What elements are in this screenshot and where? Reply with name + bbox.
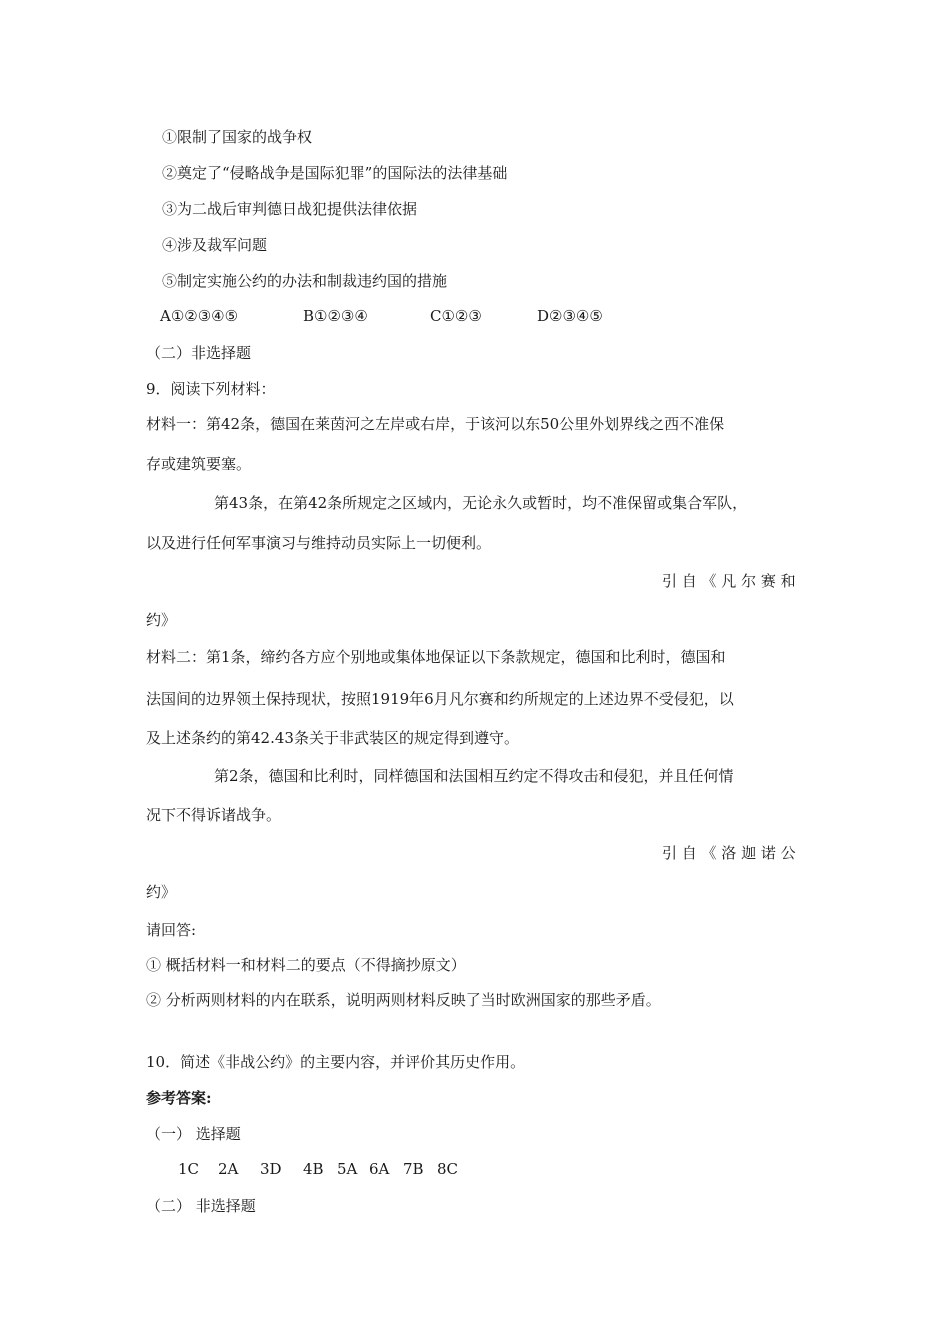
sub-question-1: ① 概括材料一和材料二的要点（不得摘抄原文） — [146, 956, 466, 974]
material-2-line-2: 法国间的边界领土保持现状，按照1919年6月凡尔赛和约所规定的上述边界不受侵犯，以 — [146, 690, 734, 708]
question-9-title: 9．阅读下列材料： — [146, 380, 276, 398]
option-c: C①②③ — [430, 307, 482, 325]
answer-item: 6A — [369, 1160, 390, 1178]
answer-item: 1C — [178, 1160, 200, 1178]
statement-5: ⑤制定实施公约的办法和制裁违约国的措施 — [162, 272, 448, 290]
answer-section-2: （二） 非选择题 — [146, 1197, 256, 1215]
material-1-line-2: 存或建筑要塞。 — [146, 455, 252, 473]
material-2-line-1: 材料二：第1条，缔约各方应个别地或集体地保证以下条款规定，德国和比利时，德国和 — [146, 648, 726, 666]
section-title: （二）非选择题 — [146, 344, 252, 362]
answer-item: 7B — [403, 1160, 424, 1178]
answer-item: 3D — [260, 1160, 282, 1178]
answer-item: 4B — [303, 1160, 324, 1178]
statement-3: ③为二战后审判德日战犯提供法律依据 — [162, 200, 418, 218]
material-1-source: 引 自 《 凡 尔 赛 和 — [662, 572, 796, 590]
material-2-line-5: 况下不得诉诸战争。 — [146, 806, 282, 824]
material-2-line-4: 第2条，德国和比利时，同样德国和法国相互约定不得攻击和侵犯，并且任何情 — [214, 767, 734, 785]
answer-item: 5A — [337, 1160, 358, 1178]
statement-2: ②奠定了“侵略战争是国际犯罪”的国际法的法律基础 — [162, 164, 508, 182]
material-2-source: 引 自 《 洛 迦 诺 公 — [662, 844, 796, 862]
answer-section-1: （一） 选择题 — [146, 1125, 241, 1143]
statement-4: ④涉及裁军问题 — [162, 236, 268, 254]
option-a: A①②③④⑤ — [160, 307, 239, 325]
material-2-source-end: 约》 — [146, 883, 177, 901]
statement-1: ①限制了国家的战争权 — [162, 128, 313, 146]
answer-prompt: 请回答: — [146, 921, 197, 939]
answer-key-title: 参考答案: — [146, 1089, 212, 1107]
option-d: D②③④⑤ — [537, 307, 603, 325]
material-1-source-end: 约》 — [146, 611, 177, 629]
material-1-line-4: 以及进行任何军事演习与维持动员实际上一切便利。 — [146, 534, 492, 552]
question-10: 10．简述《非战公约》的主要内容，并评价其历史作用。 — [146, 1053, 526, 1071]
material-2-line-3: 及上述条约的第42.43条关于非武装区的规定得到遵守。 — [146, 729, 519, 747]
answer-item: 2A — [218, 1160, 239, 1178]
material-1-line-3: 第43条，在第42条所规定之区域内，无论永久或暂时，均不准保留或集合军队， — [214, 494, 748, 512]
answer-item: 8C — [437, 1160, 459, 1178]
material-1-line-1: 材料一：第42条，德国在莱茵河之左岸或右岸，于该河以东50公里外划界线之西不准保 — [146, 415, 725, 433]
sub-question-2: ② 分析两则材料的内在联系，说明两则材料反映了当时欧洲国家的那些矛盾。 — [146, 991, 661, 1009]
option-b: B①②③④ — [303, 307, 368, 325]
